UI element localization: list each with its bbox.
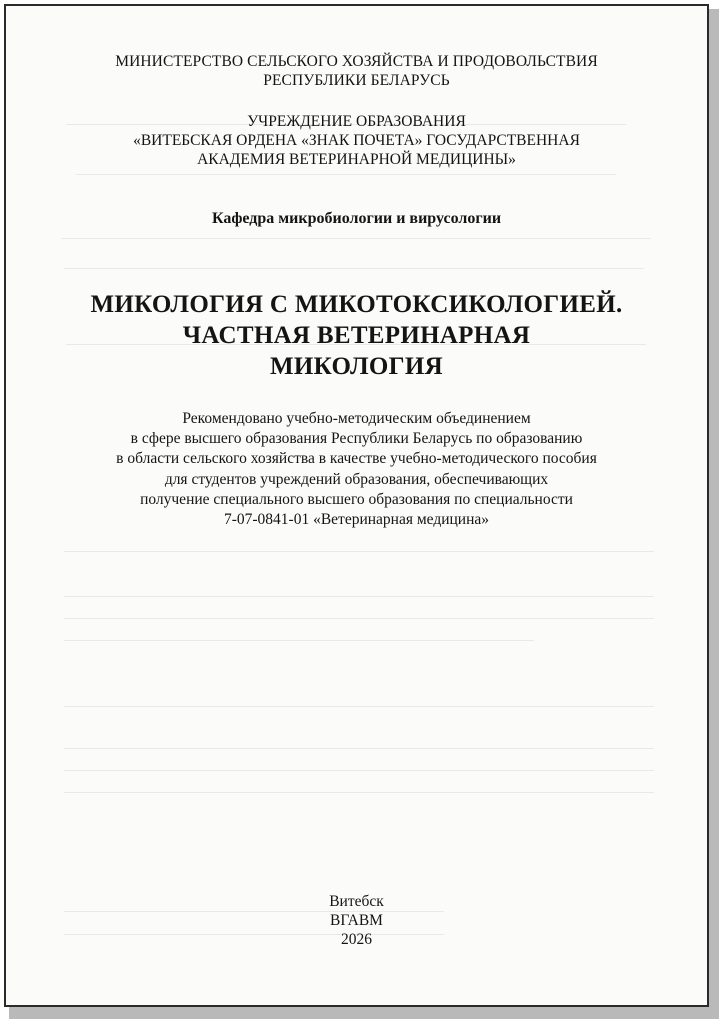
bleed-through-line [64,770,654,771]
recommendation-text [6,409,707,530]
recommendation-line: в сфере высшего образования Республики Беларусь по образованию [130,430,583,448]
institution-line: АКАДЕМИЯ ВЕТЕРИНАРНОЙ МЕДИЦИНЫ» [197,151,516,168]
institution-line: «ВИТЕБСКАЯ ОРДЕНА «ЗНАК ПОЧЕТА» ГОСУДАРСТВЕННАЯ [133,132,580,149]
bleed-through-line [61,238,651,239]
department-line: Кафедра микробиологии и вирусологии [211,210,502,227]
imprint-city: Витебск [329,893,384,910]
recommendation-line: получение специального высшего образования по специальности [140,490,573,508]
bleed-through-line [64,268,644,269]
title-line: МИКОЛОГИЯ С МИКОТОКСИКОЛОГИЕЙ. [90,291,623,318]
recommendation-line: в области сельского хозяйства в качестве учебно-методического пособия [116,450,597,468]
department-name [6,209,707,229]
recommendation-line: Рекомендовано учебно-методическим объединением [182,410,531,427]
ministry-line: РЕСПУБЛИКИ БЕЛАРУСЬ [263,72,450,89]
imprint [6,892,707,949]
bleed-through-line [64,551,654,552]
institution-header [6,112,707,169]
bleed-through-line [64,748,654,749]
bleed-through-line [64,792,654,793]
bleed-through-line [76,174,616,175]
recommendation-line: для студентов учреждений образования, обеспечивающих [164,470,549,488]
imprint-year: 2026 [341,931,372,948]
imprint-publisher: ВГАВМ [330,912,383,929]
ministry-line: МИНИСТЕРСТВО СЕЛЬСКОГО ХОЗЯЙСТВА И ПРОДОВОЛЬСТВИЯ [115,53,598,70]
recommendation-line: 7-07-0841-01 «Ветеринарная медицина» [223,511,490,529]
title-line: МИКОЛОГИЯ [270,353,443,380]
document-page [4,4,709,1007]
title-line: ЧАСТНАЯ ВЕТЕРИНАРНАЯ [182,322,531,349]
bleed-through-line [64,706,654,707]
bleed-through-line [64,640,534,641]
ministry-header [6,52,707,90]
bleed-through-line [64,618,654,619]
institution-line: УЧРЕЖДЕНИЕ ОБРАЗОВАНИЯ [247,113,466,130]
document-title [6,289,707,382]
bleed-through-line [64,596,654,597]
